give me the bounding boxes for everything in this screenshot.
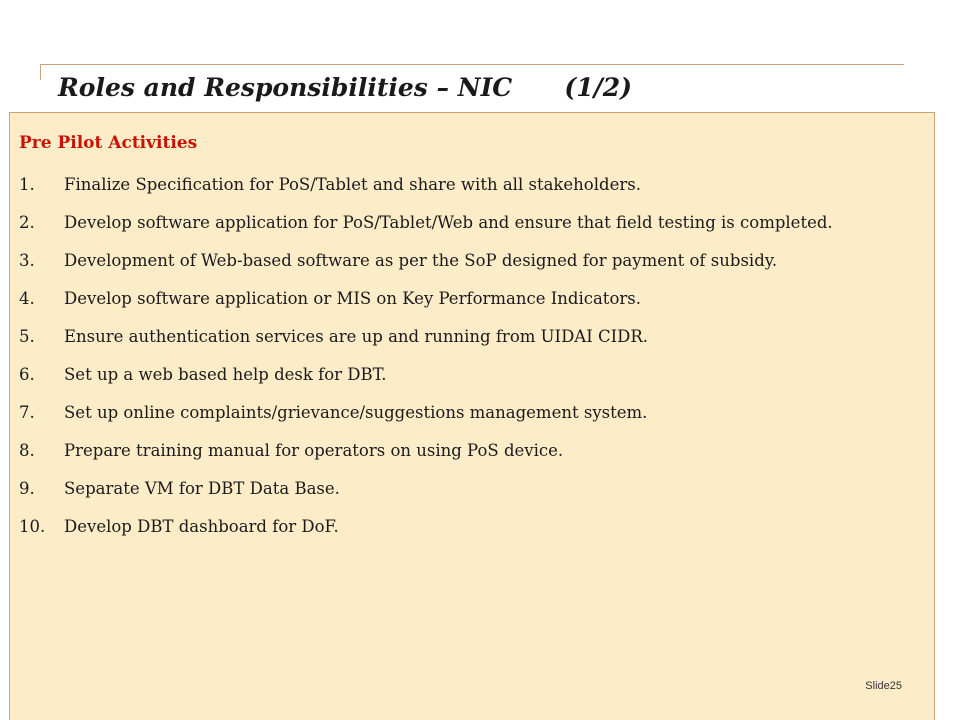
list-item-text: Ensure authentication services are up and running from UIDAI CIDR. — [64, 327, 649, 346]
list-item-number: 1. — [19, 175, 35, 194]
list-item — [10, 209, 924, 237]
section-heading: Pre Pilot Activities — [19, 133, 198, 153]
title-divider — [40, 64, 904, 65]
content-box — [9, 112, 935, 720]
list-item-number: 4. — [19, 289, 35, 308]
list-item — [10, 437, 924, 465]
list-item-number: 10. — [19, 517, 46, 536]
list-item — [10, 247, 924, 275]
title-divider-tick — [40, 64, 41, 80]
list-item-text: Separate VM for DBT Data Base. — [64, 479, 340, 498]
list-item-text: Prepare training manual for operators on using PoS device. — [64, 441, 564, 460]
list-item-number: 8. — [19, 441, 35, 460]
list-item-number: 2. — [19, 213, 35, 232]
list-item — [10, 323, 924, 351]
list-item — [10, 171, 924, 199]
slide-number: Slide25 — [865, 680, 902, 692]
list-item-text: Set up a web based help desk for DBT. — [64, 365, 387, 384]
list-item-text: Set up online complaints/grievance/suggestions management system. — [64, 403, 648, 422]
list-item-text: Finalize Specification for PoS/Tablet and share with all stakeholders. — [64, 175, 641, 194]
list-item-number: 3. — [19, 251, 35, 270]
list-item-number: 7. — [19, 403, 35, 422]
slide-title: Roles and Responsibilities – NIC (1/2) — [58, 73, 632, 102]
list-item-text: Develop software application or MIS on Key Performance Indicators. — [64, 289, 641, 308]
list-item — [10, 475, 924, 503]
list-item — [10, 513, 924, 541]
list-item — [10, 285, 924, 313]
list-item — [10, 399, 924, 427]
activity-list — [10, 171, 930, 551]
list-item-number: 5. — [19, 327, 35, 346]
list-item-text: Development of Web-based software as per the SoP designed for payment of subsidy. — [64, 251, 778, 270]
list-item-text: Develop DBT dashboard for DoF. — [64, 517, 339, 536]
list-item-number: 9. — [19, 479, 35, 498]
list-item — [10, 361, 924, 389]
list-item-number: 6. — [19, 365, 35, 384]
list-item-text: Develop software application for PoS/Tablet/Web and ensure that field testing is completed. — [64, 213, 833, 232]
